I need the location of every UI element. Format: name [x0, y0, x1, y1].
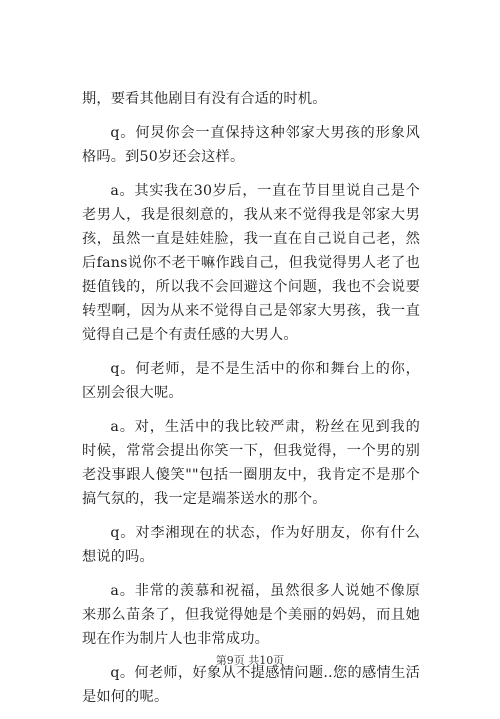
page-footer: 第9页 共10页 [215, 654, 285, 667]
answer-paragraph: a。其实我在30岁后，一直在节目里说自己是个老男人，我是很刻意的，我从来不觉得我是邻家大男孩，虽然一直是娃娃脸，我一直在自己说自己老，然后fans说你不老干嘛作践自己，但我觉得男人老了也挺值钱的，所以我不会回避这个问题，我也不会说要转型啊，因为从来不觉得自己是邻家大男孩，我一直觉得自己是个有责任感的大男人。 [82, 183, 420, 343]
question-paragraph: q。何老师，好象从不提感情问题..您的感情生活是如何的呢。 [82, 665, 420, 705]
question-paragraph: q。对李湘现在的状态，作为好朋友，你有什么想说的吗。 [82, 525, 420, 565]
paragraph-continuation: 期，要看其他剧目有没有合适的时机。 [82, 91, 327, 107]
question-paragraph: q。何老师，是不是生活中的你和舞台上的你，区别会很大呢。 [82, 361, 420, 401]
question-paragraph: q。何炅你会一直保持这种邻家大男孩的形象风格吗。到50岁还会这样。 [82, 125, 420, 165]
answer-paragraph: a。对，生活中的我比较严肃，粉丝在见到我的时候，常常会提出你笑一下，但我觉得，一个男的别老没事跟人傻笑""包括一圈朋友中，我肯定不是那个搞气氛的，我一定是端茶送水的那个。 [82, 419, 420, 507]
answer-paragraph: a。非常的羡慕和祝福，虽然很多人说她不像原来那么苗条了，但我觉得她是个美丽的妈妈，而且她现在作为制片人也非常成功。 [82, 583, 420, 647]
document-body [82, 87, 420, 719]
